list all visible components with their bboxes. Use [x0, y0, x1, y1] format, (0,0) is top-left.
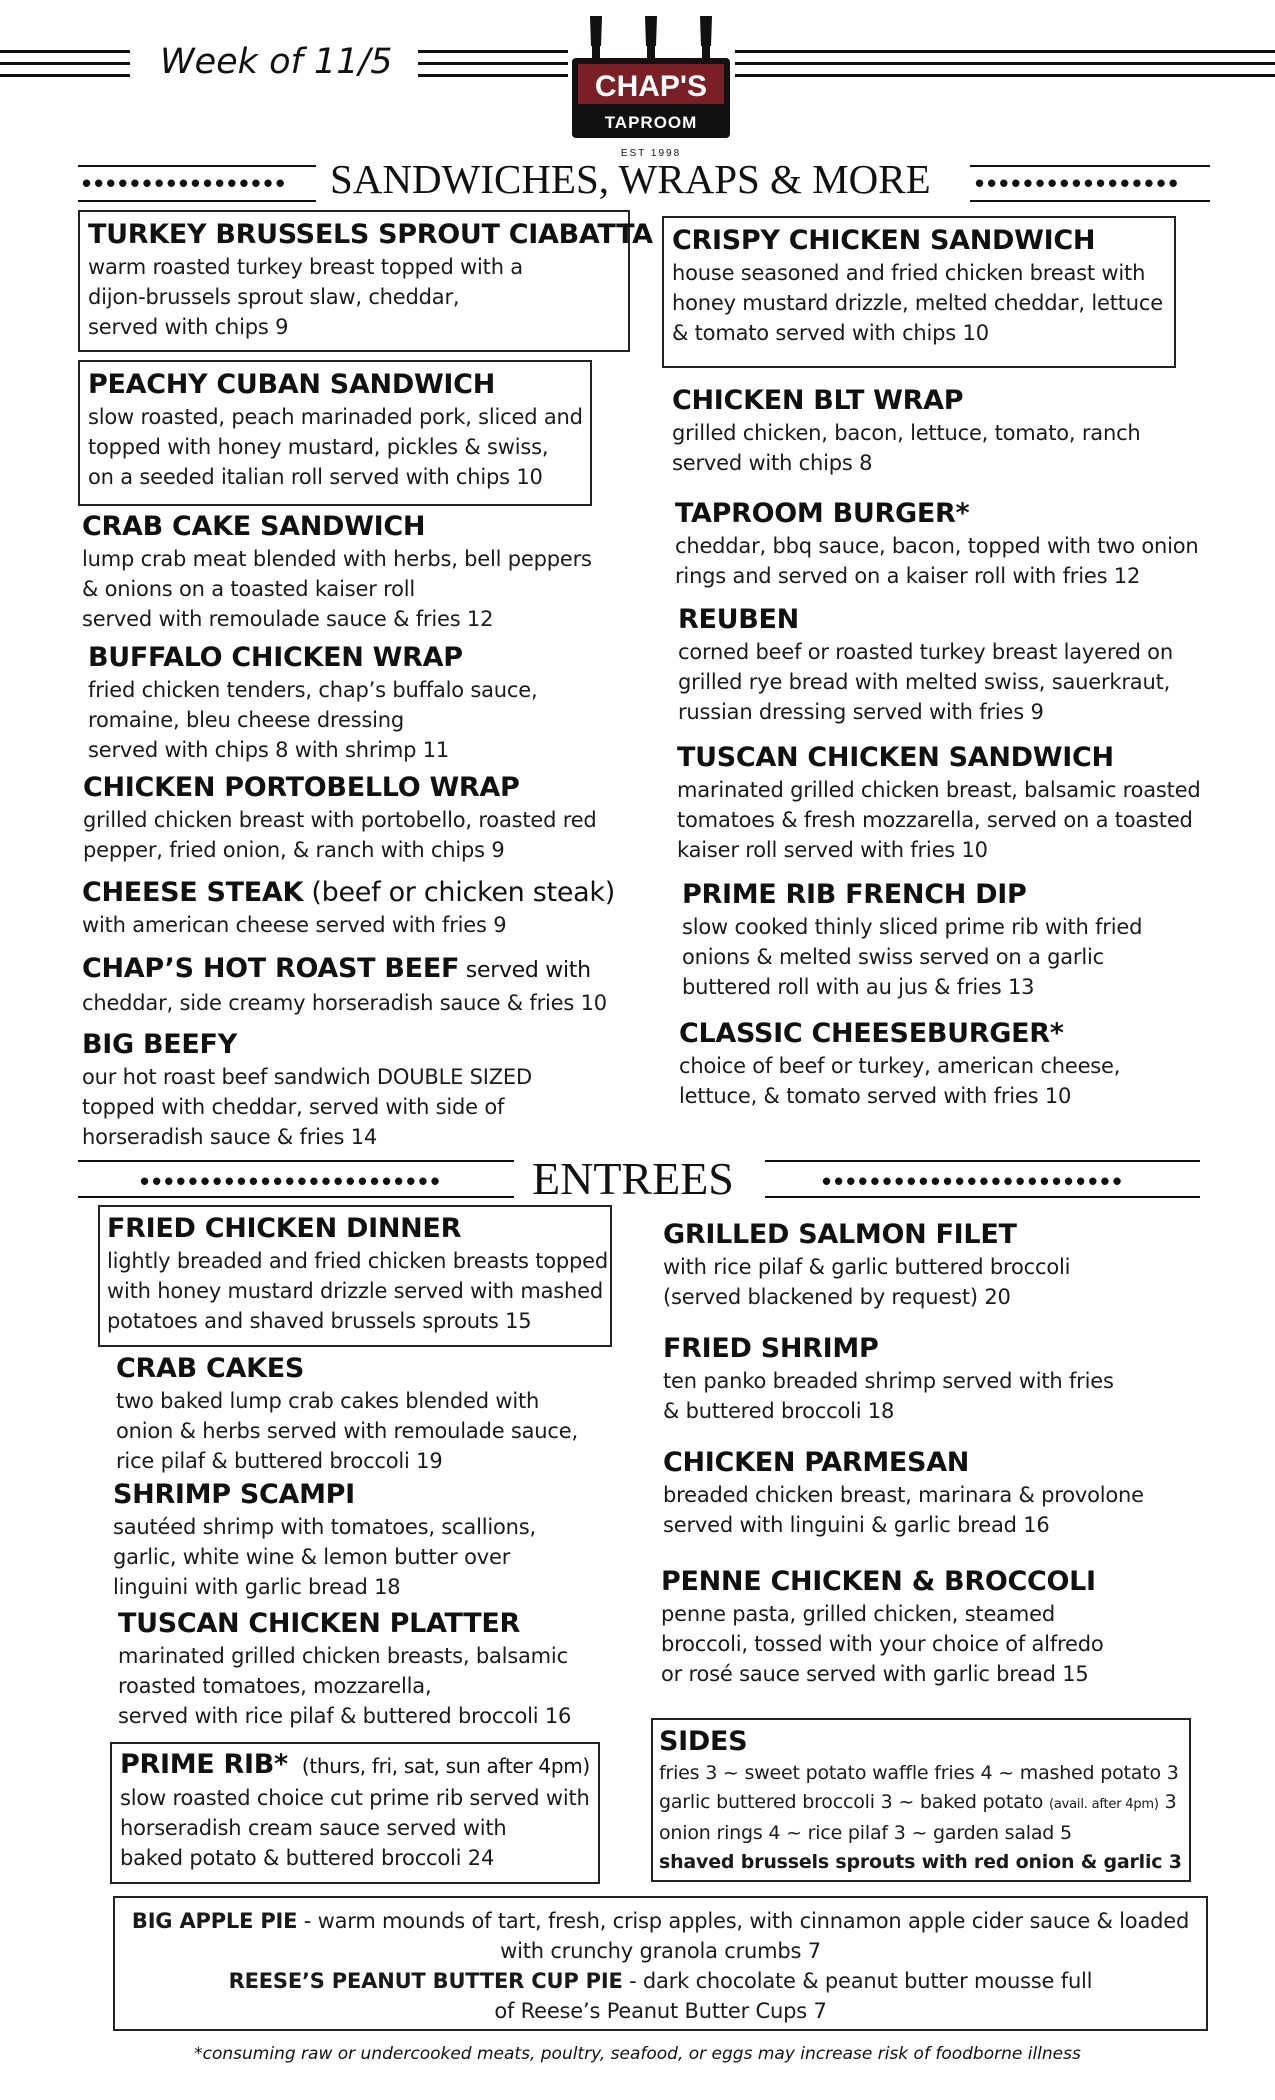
menu-item: [83, 771, 597, 865]
item-desc: penne pasta, grilled chicken, steamed: [661, 1602, 1055, 1626]
menu-item: [663, 1446, 1144, 1540]
section-rule: [78, 165, 316, 167]
dessert-desc: of Reese’s Peanut Butter Cups 7: [494, 1999, 827, 2023]
item-desc: linguini with garlic bread 18: [113, 1575, 401, 1599]
item-desc: marinated grilled chicken breasts, balsamic: [118, 1644, 568, 1668]
item-name: REUBEN: [678, 604, 799, 635]
item-name: FRIED SHRIMP: [663, 1333, 879, 1364]
item-name: BIG BEEFY: [82, 1029, 237, 1060]
item-desc: horseradish cream sauce served with: [120, 1816, 507, 1840]
item-name-extra: (thurs, fri, sat, sun after 4pm): [301, 1754, 590, 1778]
item-desc: or rosé sauce served with garlic bread 15: [661, 1662, 1089, 1686]
item-desc: ten panko breaded shrimp served with fries: [663, 1369, 1114, 1393]
item-desc: slow roasted choice cut prime rib served with: [120, 1786, 590, 1810]
menu-item: [110, 1742, 600, 1884]
item-desc: & onions on a toasted kaiser roll: [82, 577, 415, 601]
logo-subtitle: TAPROOM: [604, 113, 698, 132]
item-desc: warm roasted turkey breast topped with a: [88, 255, 523, 279]
item-desc: two baked lump crab cakes blended with: [116, 1389, 540, 1413]
sides-line: onion rings 4 ~ rice pilaf 3 ~ garden salad 5: [659, 1822, 1072, 1844]
item-desc: pepper, fried onion, & ranch with chips 9: [83, 838, 505, 862]
sides-line: [659, 1788, 1189, 1819]
item-desc: served with chips 8 with shrimp 11: [88, 738, 450, 762]
menu-item: [663, 1218, 1070, 1312]
menu-item: [677, 741, 1201, 865]
menu-item: [675, 497, 1199, 591]
logo-name: CHAP'S: [594, 70, 708, 103]
item-name: CRAB CAKE SANDWICH: [82, 511, 426, 542]
item-desc: slow roasted, peach marinaded pork, sliced and: [88, 405, 583, 429]
sides-title: SIDES: [659, 1726, 748, 1757]
item-desc: served with linguini & garlic bread 16: [663, 1513, 1050, 1537]
item-desc: served with rice pilaf & buttered broccoli 16: [118, 1704, 572, 1728]
item-name-extra: (beef or chicken steak): [303, 877, 615, 908]
menu-item: [661, 1565, 1104, 1689]
header-rule: [418, 62, 568, 65]
menu-item: [116, 1352, 578, 1476]
section-rule: [970, 165, 1210, 167]
item-desc: house seasoned and fried chicken breast with: [672, 261, 1146, 285]
chaps-taproom-logo: [570, 14, 732, 162]
item-desc: served with remoulade sauce & fries 12: [82, 607, 494, 631]
item-desc: rice pilaf & buttered broccoli 19: [116, 1449, 443, 1473]
item-name: CRISPY CHICKEN SANDWICH: [672, 225, 1096, 256]
section-rule: [970, 200, 1210, 202]
item-desc: served with chips 9: [88, 315, 289, 339]
menu-item: [672, 384, 1141, 478]
item-desc: lightly breaded and fried chicken breasts topped: [107, 1249, 609, 1273]
item-desc: cheddar, bbq sauce, bacon, topped with two onion: [675, 534, 1199, 558]
dessert-name: REESE’S PEANUT BUTTER CUP PIE: [228, 1969, 623, 1993]
menu-item: [78, 360, 592, 506]
header-rule: [0, 50, 130, 53]
dessert-line: [115, 1906, 1206, 1936]
week-label: Week of 11/5: [160, 42, 393, 82]
header-rule: [418, 50, 568, 53]
menu-item: [118, 1607, 571, 1731]
menu-item: [682, 878, 1142, 1002]
item-name: TUSCAN CHICKEN PLATTER: [118, 1608, 521, 1639]
item-name: PENNE CHICKEN & BROCCOLI: [661, 1566, 1096, 1597]
item-desc: romaine, bleu cheese dressing: [88, 708, 405, 732]
item-name-extra: served with: [459, 958, 591, 983]
item-desc: dijon-brussels sprout slaw, cheddar,: [88, 285, 460, 309]
item-name: CHICKEN BLT WRAP: [672, 385, 964, 416]
menu-item: [663, 1332, 1114, 1426]
item-desc: potatoes and shaved brussels sprouts 15: [107, 1309, 532, 1333]
item-name: GRILLED SALMON FILET: [663, 1219, 1017, 1250]
item-name: CHICKEN PARMESAN: [663, 1447, 970, 1478]
item-desc: garlic, white wine & lemon butter over: [113, 1545, 511, 1569]
menu-item: [82, 876, 615, 940]
item-desc: with american cheese served with fries 9: [82, 913, 507, 937]
item-name: SHRIMP SCAMPI: [113, 1479, 355, 1510]
section-rule: [765, 1160, 1200, 1162]
item-name: CHEESE STEAK: [82, 877, 304, 908]
section-dots: •••••••••••••••••: [82, 168, 288, 198]
header-rule: [0, 62, 130, 65]
menu-item: [82, 510, 592, 634]
item-name: FRIED CHICKEN DINNER: [107, 1213, 462, 1244]
item-desc: broccoli, tossed with your choice of alfredo: [661, 1632, 1104, 1656]
dessert-name: BIG APPLE PIE: [131, 1909, 298, 1933]
item-desc: topped with cheddar, served with side of: [82, 1095, 505, 1119]
header-rule: [0, 74, 130, 77]
menu-item: [78, 210, 653, 352]
item-name: CRAB CAKES: [116, 1353, 305, 1384]
sides-box: [651, 1718, 1191, 1882]
item-desc: with honey mustard drizzle served with mashed: [107, 1279, 603, 1303]
item-name: TAPROOM BURGER*: [675, 498, 970, 529]
item-desc: tomatoes & fresh mozzarella, served on a toasted: [677, 808, 1193, 832]
section-rule: [765, 1196, 1200, 1198]
item-desc: roasted tomatoes, mozzarella,: [118, 1674, 432, 1698]
item-name: CHICKEN PORTOBELLO WRAP: [83, 772, 520, 803]
item-name: PRIME RIB FRENCH DIP: [682, 879, 1027, 910]
item-desc: corned beef or roasted turkey breast layered on: [678, 640, 1173, 664]
item-desc: fried chicken tenders, chap’s buffalo sauce,: [88, 678, 538, 702]
dessert-desc: with crunchy granola crumbs 7: [500, 1939, 821, 1963]
section-rule: [78, 1196, 514, 1198]
section-rule: [78, 1160, 514, 1162]
item-desc: horseradish sauce & fries 14: [82, 1125, 378, 1149]
item-desc: & tomato served with chips 10: [672, 321, 989, 345]
desserts-box: [113, 1896, 1208, 2031]
item-name: CLASSIC CHEESEBURGER*: [679, 1018, 1064, 1049]
item-name: TURKEY BRUSSELS SPROUT CIABATTA: [88, 219, 653, 250]
section-dots: •••••••••••••••••••••••••: [140, 1166, 443, 1196]
item-desc: grilled rye bread with melted swiss, sauerkraut,: [678, 670, 1171, 694]
item-desc: russian dressing served with fries 9: [678, 700, 1044, 724]
item-desc: served with chips 8: [672, 451, 873, 475]
item-name-line: [82, 876, 615, 910]
item-desc: choice of beef or turkey, american cheese,: [679, 1054, 1121, 1078]
menu-item: [82, 952, 607, 1018]
item-name-line: [82, 952, 607, 988]
menu-item: [98, 1205, 612, 1347]
item-name: TUSCAN CHICKEN SANDWICH: [677, 742, 1114, 773]
menu-item: [82, 1028, 532, 1152]
menu-item: [678, 603, 1173, 727]
menu-item: [679, 1017, 1120, 1111]
item-name-line: [120, 1748, 598, 1783]
menu-item: [113, 1478, 536, 1602]
header-rule: [735, 50, 1275, 53]
item-desc: onion & herbs served with remoulade sauce,: [116, 1419, 578, 1443]
sides-note: (avail. after 4pm): [1049, 1797, 1159, 1812]
item-name: PEACHY CUBAN SANDWICH: [88, 369, 495, 400]
header-rule: [418, 74, 568, 77]
menu-item: [88, 641, 537, 765]
sides-line-a: garlic buttered broccoli 3 ~ baked potato: [659, 1791, 1050, 1813]
item-desc: with rice pilaf & garlic buttered broccoli: [663, 1255, 1071, 1279]
item-desc: slow cooked thinly sliced prime rib with fried: [682, 915, 1143, 939]
item-desc: & buttered broccoli 18: [663, 1399, 895, 1423]
item-name: PRIME RIB*: [120, 1749, 288, 1780]
dessert-desc: - warm mounds of tart, fresh, crisp apples, with cinnamon apple cider sauce & loaded: [297, 1909, 1190, 1933]
menu-item: [662, 216, 1176, 368]
item-desc: baked potato & buttered broccoli 24: [120, 1846, 495, 1870]
item-name: CHAP’S HOT ROAST BEEF: [82, 953, 460, 984]
sandwiches-section-title: SANDWICHES, WRAPS & MORE: [330, 156, 931, 202]
section-rule: [78, 200, 316, 202]
item-desc: buttered roll with au jus & fries 13: [682, 975, 1035, 999]
section-dots: •••••••••••••••••••••••••: [822, 1166, 1125, 1196]
health-footnote: *consuming raw or undercooked meats, poultry, seafood, or eggs may increase risk of foodborne illness: [194, 2044, 1081, 2064]
item-desc: sautéed shrimp with tomatoes, scallions,: [113, 1515, 536, 1539]
item-desc: honey mustard drizzle, melted cheddar, lettuce: [672, 291, 1163, 315]
dessert-desc: - dark chocolate & peanut butter mousse full: [622, 1969, 1093, 1993]
item-desc: our hot roast beef sandwich DOUBLE SIZED: [82, 1065, 532, 1089]
dessert-line: [115, 1966, 1206, 1996]
sides-line: fries 3 ~ sweet potato waffle fries 4 ~ mashed potato 3: [659, 1762, 1179, 1784]
item-desc: grilled chicken, bacon, lettuce, tomato, ranch: [672, 421, 1141, 445]
item-desc: kaiser roll served with fries 10: [677, 838, 988, 862]
item-desc: grilled chicken breast with portobello, roasted red: [83, 808, 597, 832]
item-desc: on a seeded italian roll served with chips 10: [88, 465, 543, 489]
sides-line-b: 3: [1158, 1791, 1177, 1813]
header-rule: [735, 74, 1275, 77]
item-desc: breaded chicken breast, marinara & provolone: [663, 1483, 1144, 1507]
item-desc: onions & melted swiss served on a garlic: [682, 945, 1104, 969]
item-desc: lump crab meat blended with herbs, bell peppers: [82, 547, 592, 571]
item-desc: rings and served on a kaiser roll with fries 12: [675, 564, 1141, 588]
entrees-section-title: ENTREES: [532, 1153, 734, 1204]
section-dots: •••••••••••••••••: [975, 168, 1181, 198]
item-name: BUFFALO CHICKEN WRAP: [88, 642, 463, 673]
item-desc: lettuce, & tomato served with fries 10: [679, 1084, 1072, 1108]
item-desc: topped with honey mustard, pickles & swiss,: [88, 435, 549, 459]
sides-line: shaved brussels sprouts with red onion & garlic 3: [659, 1851, 1182, 1873]
header-rule: [735, 62, 1275, 65]
logo-est: EST 1998: [620, 148, 682, 159]
item-desc: marinated grilled chicken breast, balsamic roasted: [677, 778, 1201, 802]
item-desc: (served blackened by request) 20: [663, 1285, 1011, 1309]
item-desc: cheddar, side creamy horseradish sauce & fries 10: [82, 991, 607, 1015]
